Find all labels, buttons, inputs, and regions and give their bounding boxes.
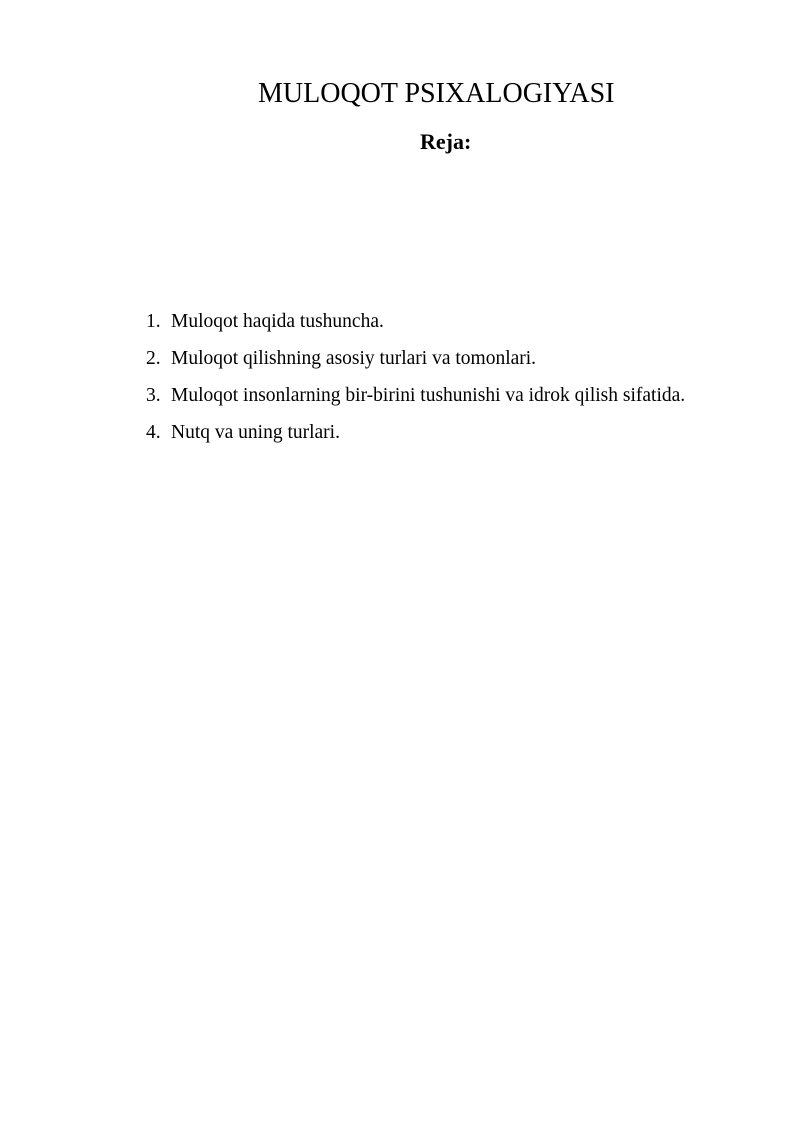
plan-item-3 bbox=[146, 382, 786, 419]
plan-item-1 bbox=[146, 308, 786, 345]
plan-heading: Reja: bbox=[420, 129, 472, 154]
document-title: MULOQOT PSIXALOGIYASI bbox=[258, 78, 615, 109]
plan-item-4 bbox=[146, 419, 786, 456]
title-block bbox=[0, 76, 800, 116]
plan-item-number: 4. bbox=[146, 422, 161, 443]
plan-item-text: Muloqot qilishning asosiy turlari va tomonlari. bbox=[171, 348, 537, 369]
plan-item-2 bbox=[146, 345, 786, 382]
plan-item-text: Muloqot insonlarning bir-birini tushunishi va idrok qilish sifatida. bbox=[171, 385, 686, 406]
plan-item-number: 3. bbox=[146, 385, 161, 406]
plan-item-number: 1. bbox=[146, 311, 161, 332]
plan-item-text: Nutq va uning turlari. bbox=[171, 422, 340, 443]
plan-item-text: Muloqot haqida tushuncha. bbox=[171, 311, 384, 332]
plan-list bbox=[146, 308, 786, 456]
plan-item-number: 2. bbox=[146, 348, 161, 369]
